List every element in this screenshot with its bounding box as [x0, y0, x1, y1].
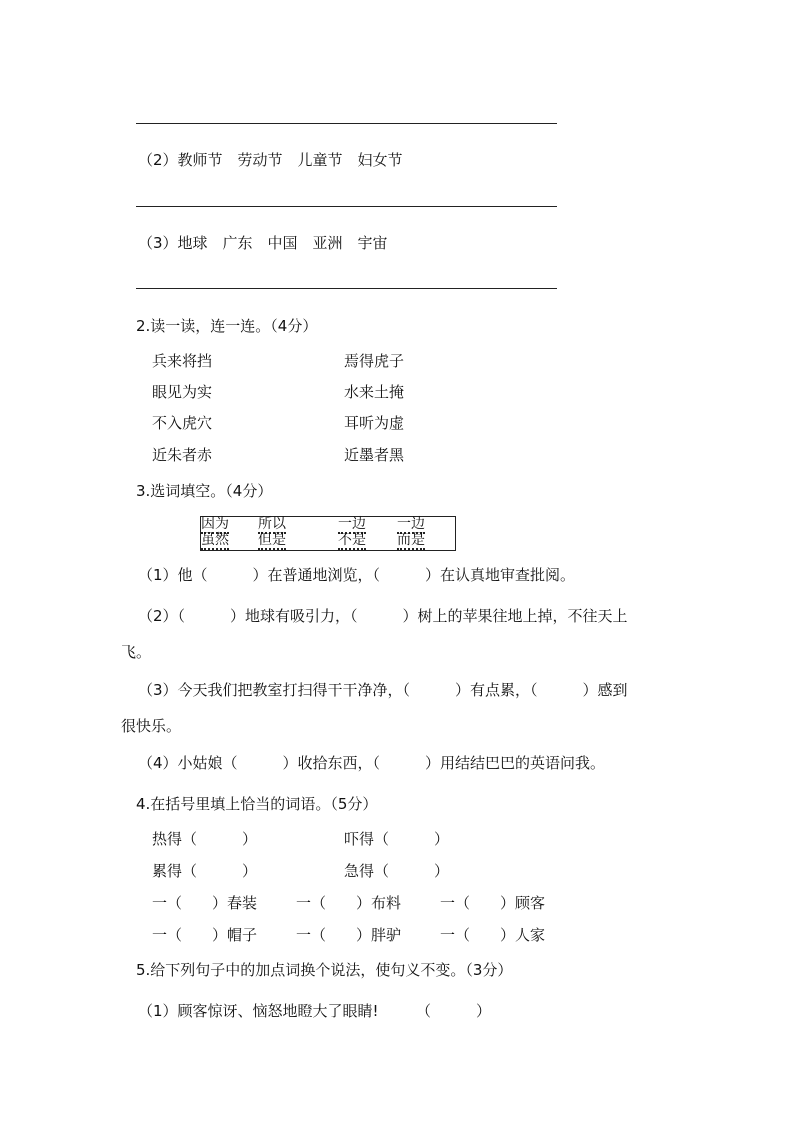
fill-item: 急得（ ） — [344, 862, 450, 880]
q5-sentence-1: （1）顾客惊讶、恼怒地瞪大了眼睛! （ ） — [138, 1002, 492, 1020]
q3-sentence-2: （2）（ ）地球有吸引力，（ ）树上的苹果往地上掉，不往天上 — [138, 607, 628, 625]
idiom-right: 近墨者黑 — [344, 446, 405, 464]
idiom-right: 焉得虎子 — [344, 352, 405, 370]
q3-sentence-4: （4）小姑娘（ ）收拾东西，（ ）用结结巴巴的英语问我。 — [138, 754, 606, 772]
answer-line — [136, 288, 557, 289]
measure-word-item: 一（ ）布料 — [296, 894, 402, 912]
q3-sentence-2-cont: 飞。 — [121, 643, 152, 661]
idiom-left: 兵来将挡 — [152, 352, 213, 370]
idiom-left: 眼见为实 — [152, 383, 213, 401]
word-option: 所以 — [258, 516, 286, 532]
q3-sentence-3-cont: 很快乐。 — [121, 717, 182, 735]
word-option: 一边 — [397, 516, 425, 532]
measure-word-item: 一（ ）帽子 — [152, 926, 258, 944]
word-option: 一边 — [338, 516, 366, 532]
answer-line — [136, 206, 557, 207]
word-option: 不是 — [338, 532, 366, 548]
idiom-left: 不入虎穴 — [152, 414, 213, 432]
idiom-right: 耳听为虚 — [344, 414, 405, 432]
q5-title: 5.给下列句子中的加点词换个说法，使句义不变。（3分） — [136, 961, 513, 979]
q4-title: 4.在括号里填上恰当的词语。（5分） — [136, 795, 378, 813]
answer-line — [136, 123, 557, 124]
fill-item: 累得（ ） — [152, 862, 258, 880]
fill-item: 吓得（ ） — [344, 830, 450, 848]
measure-word-item: 一（ ）顾客 — [440, 894, 546, 912]
fill-item: 热得（ ） — [152, 830, 258, 848]
q3-sentence-1: （1）他（ ）在普通地浏览，（ ）在认真地审查批阅。 — [138, 566, 576, 584]
word-option: 但是 — [258, 532, 286, 548]
q1-item-3: （3）地球 广东 中国 亚洲 宇宙 — [138, 234, 388, 252]
idiom-right: 水来土掩 — [344, 383, 405, 401]
q3-sentence-3: （3）今天我们把教室打扫得干干净净，（ ）有点累，（ ）感到 — [138, 681, 628, 699]
measure-word-item: 一（ ）胖驴 — [296, 926, 402, 944]
q1-item-2: （2）教师节 劳动节 儿童节 妇女节 — [138, 151, 403, 169]
idiom-left: 近朱者赤 — [152, 446, 213, 464]
word-option: 因为 — [201, 516, 229, 532]
word-option: 虽然 — [201, 532, 229, 548]
word-option: 而是 — [397, 532, 425, 548]
q3-title: 3.选词填空。（4分） — [136, 482, 273, 500]
measure-word-item: 一（ ）人家 — [440, 926, 546, 944]
q2-title: 2.读一读，连一连。（4分） — [136, 317, 318, 335]
measure-word-item: 一（ ）春装 — [152, 894, 258, 912]
